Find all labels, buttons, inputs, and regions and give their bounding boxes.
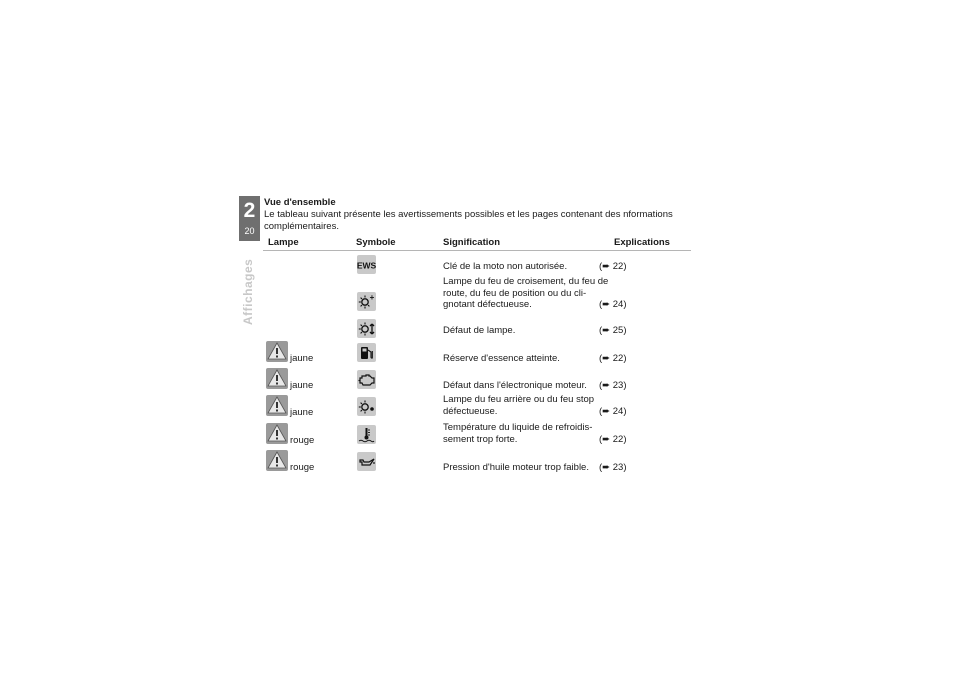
row-reference: (➨ 22)	[599, 261, 627, 272]
row-reference: (➨ 22)	[599, 353, 627, 364]
row-reference: (➨ 23)	[599, 462, 627, 473]
ews-icon	[357, 255, 376, 274]
warning-triangle-icon	[266, 450, 288, 471]
lamp-color: rouge	[290, 435, 315, 446]
header-lampe: Lampe	[268, 237, 299, 248]
page-number: 20	[244, 226, 255, 236]
chapter-side-label: Affichages	[241, 258, 255, 325]
svg-text:EWS: EWS	[357, 260, 376, 271]
warning-triangle-icon	[266, 368, 288, 389]
fuel-pump-icon	[357, 343, 376, 362]
row-meaning: Défaut dans l'électronique moteur.	[443, 380, 587, 391]
header-divider	[263, 250, 691, 251]
row-meaning: Lampe du feu de croisement, du feu de route, du feu de position ou du cli-gnotant défectueuse.	[443, 276, 609, 310]
header-signification: Signification	[443, 237, 500, 248]
intro-text: Le tableau suivant présente les avertissements possibles et les pages contenant des nformations complémentaires.	[264, 209, 673, 232]
row-meaning: Température du liquide de refroidis-sement trop forte.	[443, 422, 593, 445]
coolant-temp-icon	[357, 425, 376, 444]
header-symbole: Symbole	[356, 237, 396, 248]
lamp-color: jaune	[290, 380, 314, 391]
row-reference: (➨ 25)	[599, 325, 627, 336]
row-reference: (➨ 22)	[599, 434, 627, 445]
warning-triangle-icon	[266, 341, 288, 362]
row-meaning: Lampe du feu arrière ou du feu stop défectueuse.	[443, 394, 595, 417]
table-row	[0, 457, 960, 485]
engine-icon	[357, 370, 376, 389]
warning-triangle-icon	[266, 395, 288, 416]
bulb-fault-icon	[357, 319, 376, 338]
bulb-rear-icon	[357, 397, 376, 416]
row-meaning: Clé de la moto non autorisée.	[443, 261, 568, 272]
table-row	[0, 322, 960, 350]
oil-can-icon	[357, 452, 376, 471]
row-reference: (➨ 24)	[599, 406, 627, 417]
lamp-color: jaune	[290, 353, 314, 364]
section-title: Vue d'ensemble	[264, 197, 336, 208]
row-reference: (➨ 23)	[599, 380, 627, 391]
bulb-front-icon	[357, 292, 376, 311]
header-explications: Explications	[614, 237, 670, 248]
lamp-color: rouge	[290, 462, 315, 473]
chapter-number: 2	[243, 199, 256, 222]
warning-triangle-icon	[266, 423, 288, 444]
row-meaning: Défaut de lampe.	[443, 325, 516, 336]
table-row	[0, 422, 960, 458]
chapter-marker	[239, 196, 260, 241]
lamp-color: jaune	[290, 407, 314, 418]
row-reference: (➨ 24)	[599, 299, 627, 310]
row-meaning: Réserve d'essence atteinte.	[443, 353, 560, 364]
svg-text:+: +	[369, 293, 375, 302]
table-row	[0, 348, 960, 376]
row-meaning: Pression d'huile moteur trop faible.	[443, 462, 589, 473]
